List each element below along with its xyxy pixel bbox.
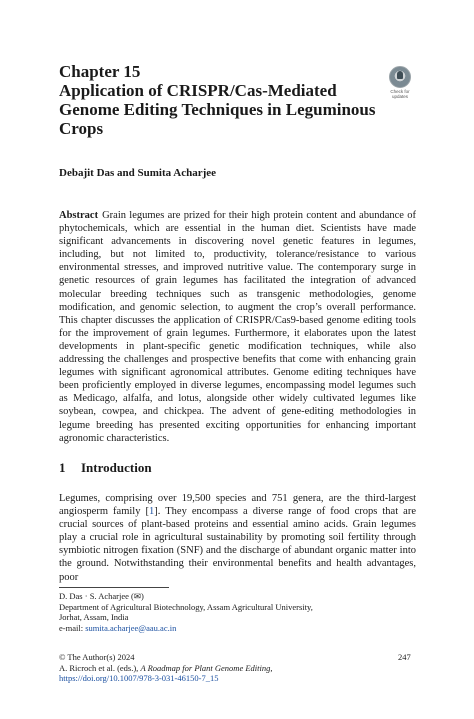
chapter-title: Application of CRISPR/Cas-Mediated Genome Editing Techniques in Leguminous Crops: [59, 81, 376, 138]
authors: Debajit Das and Sumita Acharjee: [59, 167, 217, 179]
intro-paragraph: [59, 492, 416, 584]
check-for-updates-badge[interactable]: [385, 66, 415, 102]
crossmark-icon: [389, 66, 411, 88]
intro-text-start: Legumes, comprising over 19,500 species and 751 genera, are the third-largest angiosperm family [: [59, 493, 416, 518]
citation-suffix: ,: [270, 662, 273, 673]
citation-link[interactable]: 1: [149, 506, 155, 518]
badge-line-2: updates: [391, 94, 408, 99]
email-link[interactable]: sumita.acharjee@aau.ac.in: [85, 622, 177, 633]
badge-label: [385, 89, 415, 99]
badge-line-1: Check for: [390, 89, 410, 94]
section-title: Introduction: [81, 460, 152, 475]
book-title: A Roadmap for Plant Genome Editing: [140, 662, 271, 673]
chapter-label: Chapter 15: [59, 62, 141, 81]
affiliation-email-row: [59, 623, 389, 634]
intro-text-rest: ]. They encompass a diverse range of food crops that are crucial sources of plant-based proteins and essential amino acids. Grain legumes play a crucial role in agricultural sustainability by promoting soil fertility through symbiotic nitrogen fixation (SNF) and the discharge of abundant organic matter into the ground. Notwithstanding their environmental benefits and health advantages, poor: [59, 506, 416, 583]
affiliation-department: Department of Agricultural Biotechnology, Assam Agricultural University,: [59, 601, 313, 612]
section-number: 1: [59, 460, 66, 475]
affiliation-city: Jorhat, Assam, India: [59, 612, 129, 623]
citation-prefix: A. Ricroch et al. (eds.),: [59, 662, 141, 673]
doi-link[interactable]: https://doi.org/10.1007/978-3-031-46150-7_15: [59, 673, 219, 684]
abstract-label: Abstract: [59, 210, 99, 221]
copyright: © The Author(s) 2024: [59, 652, 135, 662]
page-number: 247: [398, 652, 411, 662]
abstract: [59, 209, 416, 445]
chapter-citation: [59, 652, 359, 684]
author-affiliation: [59, 591, 389, 633]
section-heading: [59, 460, 152, 476]
abstract-text: Grain legumes are prized for their high protein content and abundance of phytochemicals, which are essential in the human diet. Scientists have made significant advancements in discovering novel genetic features in legumes, including, but not limited to, productivity, tolerance/resistance to various environmental stresses, and improved nutritive value. The contemporary surge in genetic resources of grain legumes has facilitated the integration of advanced molecular breeding techniques such as transgenic methodologies, genome modification, and genomic selection, to augment the crop’s overall performance. This chapter discusses the application of CRISPR/Cas9-based genome editing tools for the improvement of grain legumes. Furthermore, it elaborates upon the latest developments in plant-specific genetic modification techniques, while also addressing the challenges and prospective benefits that come with enhancing grain legumes with significant agronomical attributes. Genome editing techniques have been proficiently employed in diverse legumes, encompassing model legumes such as Medicago, alfalfa, and lotus, alongside other widely cultivated legumes like soybean, cowpea, and chickpea. The advent of gene-editing methodologies in legume breeding has presented exciting opportunities for enhancing important agronomic characteristics.: [59, 210, 416, 444]
email-label: e-mail:: [59, 622, 86, 633]
affiliation-authors: D. Das · S. Acharjee (✉): [59, 591, 144, 601]
book-citation: [59, 663, 359, 674]
footnote-divider: [59, 587, 169, 588]
